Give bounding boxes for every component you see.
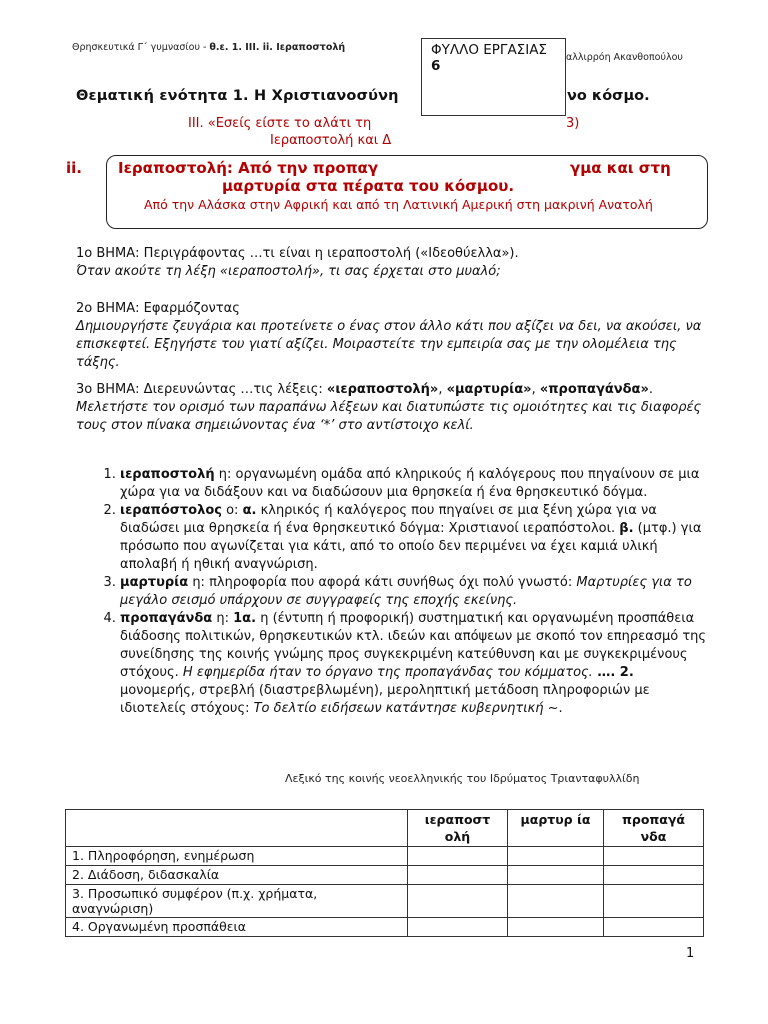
table-cell[interactable] <box>408 866 508 885</box>
step-2-heading: 2ο ΒΗΜΑ: Εφαρμόζοντας <box>76 301 240 316</box>
definition-text: η (έντυπη ή προφορική) συστηματική και οργανωμένη προσπάθεια διάδοσης πολιτικών, θρησκευτικών κτλ. ιδεών και απόψεων με σκοπό τον επηρεασμό της συνείδησης της κοινής γνώμης προς συγκεκριμένη κατεύθυνση και με συγκεκριμένους στόχους. <box>120 611 707 680</box>
table-header-propaganda: προπαγά νδα <box>604 810 704 847</box>
keyword-3: «προπαγάνδα» <box>539 382 649 397</box>
keyword-2: «μαρτυρία» <box>446 382 532 397</box>
step-1-heading-suffix: («Ιδεοθύελλα»). <box>411 246 519 261</box>
worksheet-label-box <box>421 38 566 116</box>
definition-term: ιεραπόστολος <box>120 503 222 518</box>
table-header-blank <box>66 810 408 847</box>
unit-title: Θεματική ενότητα 1. Η Χριστιανοσύνη <box>76 88 399 104</box>
definition-text: (μτφ.) για πρόσωπο που αγωνίζεται για κάτι, από το οποίο δεν περιμένει να έχει καμιά υλική απολαβή ή ηθική αναγνώριση. <box>120 521 702 572</box>
definition-sense-label: β. <box>619 521 634 536</box>
step-3-instruction <box>76 399 702 435</box>
unit-subtitle-2: Ιεραποστολή και Δ <box>270 133 392 148</box>
step-3 <box>76 381 702 435</box>
unit-title-end: νο κόσμο. <box>567 88 650 104</box>
table-row <box>66 847 704 866</box>
definition-example: Μαρτυρίες για το μεγάλο σεισμό υπάρχουν σε συγγραφείς της εποχής εκείνης. <box>120 575 692 608</box>
section-title-end: γμα και στη <box>570 159 671 177</box>
dictionary-source: Λεξικό της κοινής νεοελληνικής του Ιδρύματος Τριανταφυλλίδη <box>285 772 640 785</box>
step-2-instruction-end: Μοιραστείτε την εμπειρία σας με την ολομέλεια της τάξης. <box>76 337 677 370</box>
step-1-question: Όταν ακούτε τη λέξη «ιεραποστολή», τι σας έρχεται στο μυαλό; <box>76 264 501 279</box>
comparison-table <box>65 809 704 937</box>
definitions-list <box>96 466 706 718</box>
definition-end: . <box>558 701 563 716</box>
header-topic: θ.ε. 1. ΙΙΙ. ii. Ιεραποστολή <box>209 42 346 53</box>
definition-item <box>120 610 706 718</box>
definition-gender: ο: <box>221 503 243 518</box>
table-header-testimony: μαρτυρ ία <box>508 810 604 847</box>
table-row <box>66 918 704 937</box>
table-row-label: 4. Οργανωμένη προσπάθεια <box>66 918 408 937</box>
page-header-left <box>72 42 345 53</box>
step-2-text <box>76 318 702 372</box>
table-row-label: 3. Προσωπικό συμφέρον (π.χ. χρήματα, αναγνώριση) <box>66 885 408 918</box>
table-cell[interactable] <box>604 885 704 918</box>
definition-item <box>120 466 706 502</box>
table-cell[interactable] <box>408 847 508 866</box>
step-1-heading <box>76 245 702 263</box>
unit-subtitle: ΙΙΙ. «Εσείς είστε το αλάτι τη <box>188 116 372 131</box>
definition-gender: η: <box>214 467 236 482</box>
step-2-instruction: Δημιουργήστε ζευγάρια και προτείνετε ο ένας στον άλλο κάτι που αξίζει να δει, να ακούσει, να επισκεφτεί. Εξηγήστε του γιατί αξίζει. <box>76 319 702 352</box>
keyword-1: «ιεραποστολή» <box>326 382 439 397</box>
definition-gender: η: <box>212 611 234 626</box>
table-cell[interactable] <box>508 885 604 918</box>
definition-term: προπαγάνδα <box>120 611 213 626</box>
table-header-row <box>66 810 704 847</box>
definition-example: Το δελτίο ειδήσεων κατάντησε κυβερνητική ~ <box>253 701 559 716</box>
unit-subtitle-end: 3) <box>566 116 580 131</box>
definition-text: οργανωμένη ομάδα από κληρικούς ή καλόγερους που πηγαίνουν σε μια χώρα για να διδάξουν και να διαδώσουν μια θρησκεία ή ένα θρησκευτικό δόγμα. <box>120 467 700 500</box>
table-cell[interactable] <box>604 918 704 937</box>
page-header-author: αλλιρρόη Ακανθοπούλου <box>566 52 683 63</box>
keyword-separator: , <box>438 382 447 397</box>
keyword-separator: , <box>531 382 540 397</box>
definition-text: μονομερής, στρεβλή (διαστρεβλωμένη), μεροληπτική μετάδοση πληροφοριών με ιδιοτελείς στόχους: <box>120 683 650 716</box>
table-row <box>66 866 704 885</box>
definition-term: μαρτυρία <box>120 575 189 590</box>
table-cell[interactable] <box>508 918 604 937</box>
definition-example: Η εφημερίδα ήταν το όργανο της προπαγάνδας του κόμματος. <box>182 665 593 680</box>
step-3-instruction-text: Μελετήστε τον ορισμό των παραπάνω λέξεων και διατυπώστε τις ομοιότητες και τις διαφορές τους στον πίνακα σημειώνοντας ένα ‘*’ στο αντίστοιχο κελί. <box>76 400 702 433</box>
table-row <box>66 885 704 918</box>
definition-term: ιεραποστολή <box>120 467 215 482</box>
section-title-line-2: μαρτυρία στα πέρατα του κόσμου. <box>222 177 515 195</box>
table-cell[interactable] <box>604 866 704 885</box>
table-cell[interactable] <box>408 918 508 937</box>
step-3-heading-rest: : Διερευνώντας <box>135 382 237 397</box>
definition-sense-label: 2. <box>619 665 634 680</box>
table-cell[interactable] <box>604 847 704 866</box>
definition-text: κληρικός ή καλόγερος που πηγαίνει σε μια ξένη χώρα για να διαδώσει μια θρησκεία ή ένα θρησκευτικό δόγμα: Χριστιανοί ιεραπόστολοι. <box>120 503 657 536</box>
definition-dots: …. <box>592 665 620 680</box>
step-3-lead: …τις λέξεις: <box>236 382 327 397</box>
definition-sense-label: α. <box>242 503 257 518</box>
section-title: Ιεραποστολή: Από την προπαγ <box>118 159 379 177</box>
keyword-end: . <box>648 382 654 397</box>
table-row-label: 2. Διάδοση, διδασκαλία <box>66 866 408 885</box>
step-3-heading <box>76 381 702 399</box>
step-2 <box>76 300 702 372</box>
definition-item <box>120 502 706 574</box>
table-cell[interactable] <box>508 866 604 885</box>
worksheet-label: ΦΥΛΛΟ ΕΡΓΑΣΙΑΣ <box>431 42 547 58</box>
table-cell[interactable] <box>408 885 508 918</box>
worksheet-number: 6 <box>431 58 441 74</box>
table-header-mission: ιεραποστ ολή <box>408 810 508 847</box>
step-1-heading-text: 1ο ΒΗΜΑ: Περιγράφοντας …τι είναι η ιεραποστολή <box>76 246 412 261</box>
definition-gender: η: <box>188 575 210 590</box>
table-row-label: 1. Πληροφόρηση, ενημέρωση <box>66 847 408 866</box>
step-1-text <box>76 263 702 281</box>
page-number: 1 <box>686 946 695 961</box>
header-course: Θρησκευτικά Γ΄ γυμνασίου - <box>72 42 210 53</box>
definition-sense-label: 1α. <box>233 611 257 626</box>
definition-item <box>120 574 706 610</box>
table-cell[interactable] <box>508 847 604 866</box>
section-note: Από την Αλάσκα στην Αφρική και από τη Λατινική Αμερική στη μακρινή Ανατολή <box>144 197 653 212</box>
section-marker: ii. <box>66 159 82 177</box>
step-3-heading-label: 3ο ΒΗΜΑ <box>76 382 136 397</box>
step-1 <box>76 245 702 281</box>
definition-text: πληροφορία που αφορά κάτι συνήθως όχι πολύ γνωστό: <box>209 575 577 590</box>
